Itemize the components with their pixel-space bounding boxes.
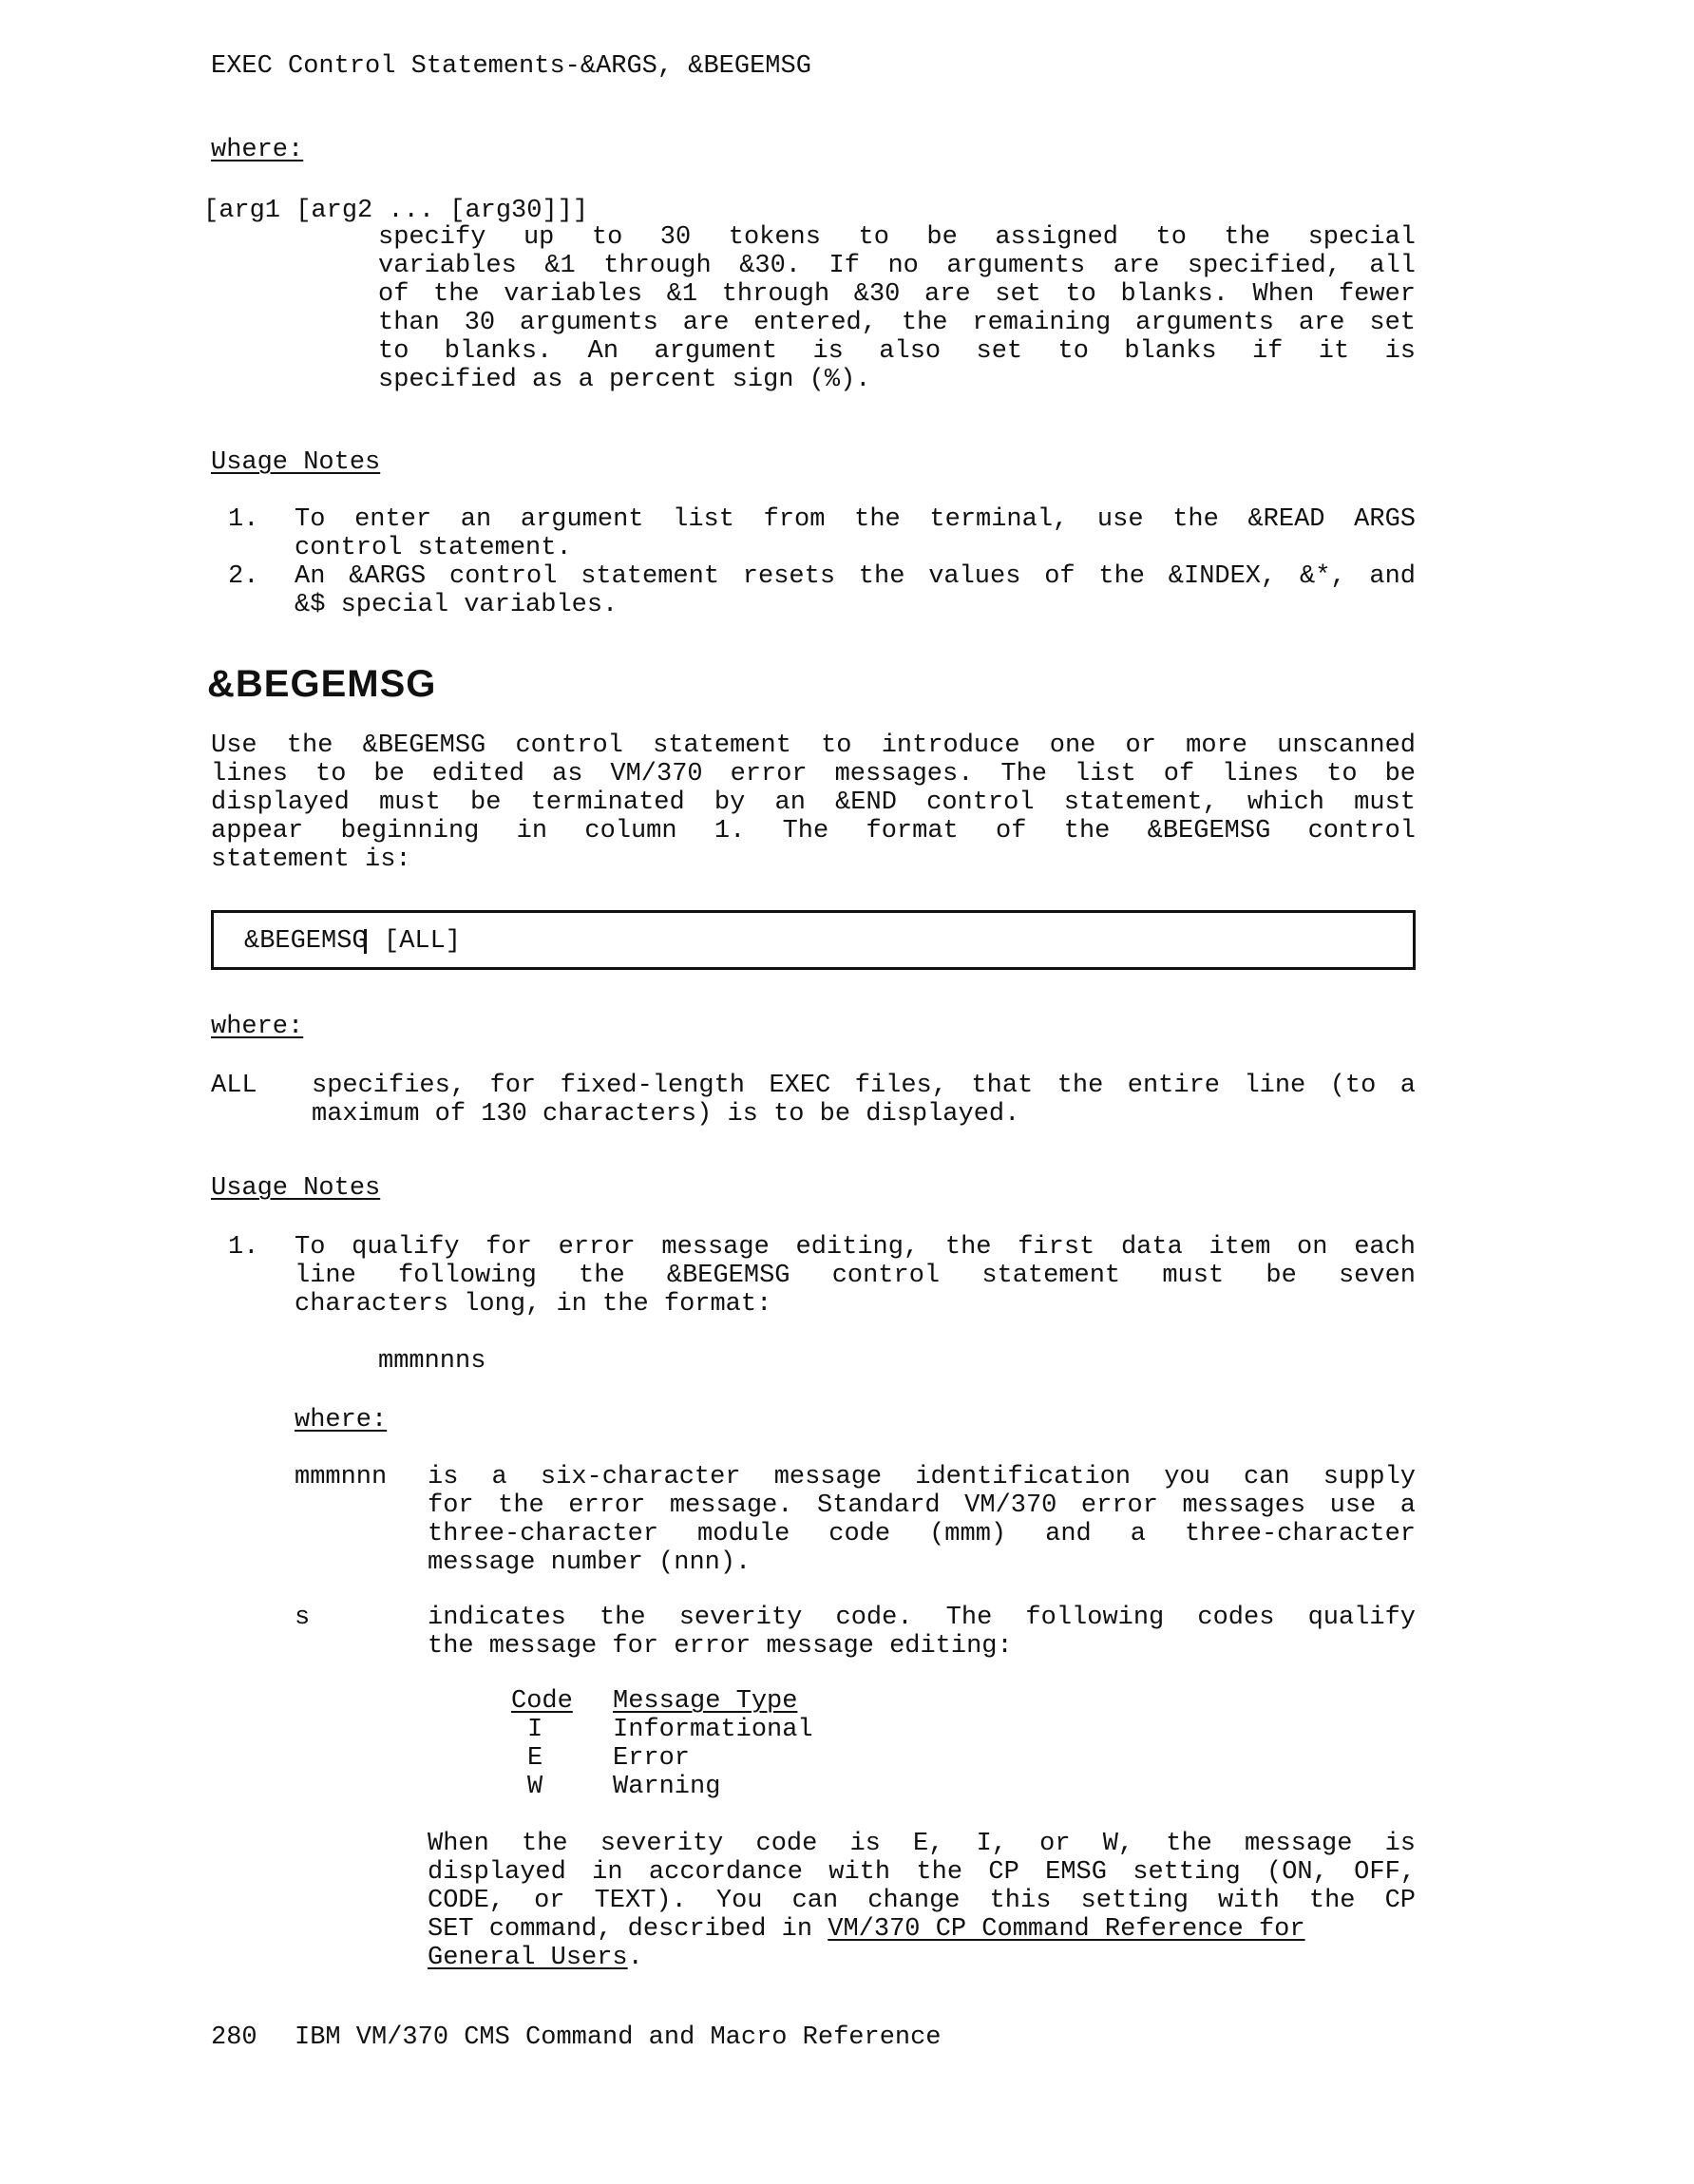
running-header: EXEC Control Statements-&ARGS, &BEGEMSG	[211, 52, 811, 81]
note-line: characters long, in the format:	[295, 1290, 772, 1319]
all-desc-line: specifies, for fixed-length EXEC files, that the entire line (to a	[312, 1072, 1416, 1100]
desc-line: variables &1 through &30. If no arguments are specified, all	[378, 252, 1416, 280]
desc-line: to blanks. An argument is also set to blanks if it is	[378, 337, 1416, 366]
intro-line: displayed must be terminated by an &END control statement, which must	[211, 788, 1416, 817]
note-line: To enter an argument list from the terminal, use the &READ ARGS	[295, 505, 1416, 534]
format-command: &BEGEMSG	[244, 927, 368, 956]
severity-paragraph	[428, 1830, 1416, 1972]
message-type-header: Message Type	[613, 1687, 798, 1716]
s-label: s	[295, 1604, 311, 1632]
note-line: &$ special variables.	[295, 591, 619, 619]
severity-line-text: SET command, described in	[428, 1915, 813, 1944]
table-cell-type: Informational	[613, 1716, 813, 1744]
note-line: control statement.	[295, 534, 572, 562]
section-heading: &BEGEMSG	[207, 663, 437, 705]
desc-line: specify up to 30 tokens to be assigned to the special	[378, 223, 1416, 252]
note-text	[295, 505, 1416, 562]
s-description	[428, 1604, 1416, 1661]
s-line: the message for error message editing:	[428, 1632, 1013, 1661]
mmmnnn-line: message number (nnn).	[428, 1548, 752, 1577]
where-label: where:	[295, 1406, 388, 1434]
severity-line: CODE, or TEXT). You can change this setting with the CP	[428, 1887, 1416, 1915]
book-title: IBM VM/370 CMS Command and Macro Reference	[295, 2023, 942, 2052]
severity-line: When the severity code is E, I, or W, the message is	[428, 1830, 1416, 1858]
table-cell-code: E	[527, 1744, 543, 1773]
where-label: where:	[211, 1013, 304, 1041]
all-operand: ALL	[211, 1072, 257, 1100]
severity-line: displayed in accordance with the CP EMSG setting (ON, OFF,	[428, 1858, 1416, 1887]
code-header: Code	[511, 1687, 573, 1716]
mmmnnn-description	[428, 1463, 1416, 1577]
desc-line: specified as a percent sign (%).	[378, 366, 871, 394]
intro-line: appear beginning in column 1. The format of the &BEGEMSG control	[211, 817, 1416, 845]
intro-line: lines to be edited as VM/370 error messages. The list of lines to be	[211, 760, 1416, 788]
all-description	[312, 1072, 1416, 1129]
page-number: 280	[211, 2023, 257, 2052]
usage-notes-title: Usage Notes	[211, 448, 381, 477]
table-cell-code: W	[527, 1773, 543, 1801]
reference-title: VM/370 CP Command Reference for	[828, 1915, 1305, 1944]
intro-line: Use the &BEGEMSG control statement to introduce one or more unscanned	[211, 731, 1416, 760]
table-cell-code: I	[527, 1716, 543, 1744]
mmmnnn-label: mmmnnn	[295, 1463, 388, 1491]
reference-end: .	[627, 1944, 643, 1972]
severity-line	[428, 1944, 1416, 1972]
note-text	[295, 562, 1416, 619]
note-line: An &ARGS control statement resets the values of the &INDEX, &*, and	[295, 562, 1416, 591]
usage-notes-title: Usage Notes	[211, 1174, 381, 1203]
desc-line: than 30 arguments are entered, the remaining arguments are set	[378, 309, 1416, 337]
note-number: 1.	[228, 1233, 259, 1262]
intro-paragraph	[211, 731, 1416, 874]
note-text	[295, 1233, 1416, 1319]
where-label: where:	[211, 136, 304, 164]
format-example: mmmnnns	[378, 1347, 486, 1376]
severity-line	[428, 1915, 1416, 1944]
mmmnnn-line: three-character module code (mmm) and a three-character	[428, 1520, 1416, 1548]
s-line: indicates the severity code. The following codes qualify	[428, 1604, 1416, 1632]
reference-title-cont: General Users	[428, 1944, 628, 1972]
desc-line: of the variables &1 through &30 are set to blanks. When fewer	[378, 280, 1416, 309]
intro-line: statement is:	[211, 845, 411, 874]
note-line: To qualify for error message editing, the first data item on each	[295, 1233, 1416, 1262]
format-operand: [ALL]	[384, 927, 462, 956]
args-description	[378, 223, 1416, 394]
note-number: 1.	[228, 505, 259, 534]
note-number: 2.	[228, 562, 259, 591]
table-cell-type: Warning	[613, 1773, 721, 1801]
table-cell-type: Error	[613, 1744, 691, 1773]
all-desc-line: maximum of 130 characters) is to be displayed.	[312, 1100, 1020, 1129]
mmmnnn-line: for the error message. Standard VM/370 error messages use a	[428, 1491, 1416, 1520]
note-line: line following the &BEGEMSG control statement must be seven	[295, 1262, 1416, 1290]
args-operand: [arg1 [arg2 ... [arg30]]]	[203, 197, 589, 225]
mmmnnn-line: is a six-character message identification you can supply	[428, 1463, 1416, 1491]
